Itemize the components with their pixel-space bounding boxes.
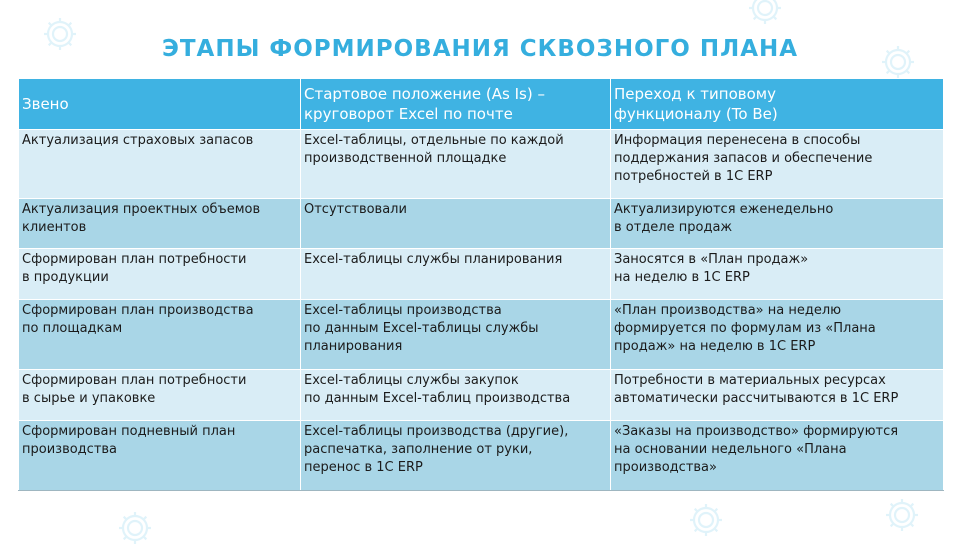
cell-link: Актуализация страховых запасов — [19, 130, 301, 199]
table-row — [19, 421, 944, 491]
cell-link: Сформирован план производства по площадкам — [19, 300, 301, 370]
cell-to-be: Информация перенесена в способы поддержания запасов и обеспечение потребностей в 1С ERP — [611, 130, 944, 199]
table-row — [19, 370, 944, 421]
cell-link: Сформирован план потребности в продукции — [19, 249, 301, 300]
gear-icon — [686, 500, 726, 540]
cell-to-be: Заносятся в «План продаж» на неделю в 1С ERP — [611, 249, 944, 300]
cell-as-is: Excel-таблицы, отдельные по каждой производственной площадке — [301, 130, 611, 199]
cell-to-be: «Заказы на производство» формируются на основании недельного «Плана производства» — [611, 421, 944, 491]
cell-as-is: Excel-таблицы службы закупок по данным Excel-таблиц производства — [301, 370, 611, 421]
table-header-row — [19, 79, 944, 130]
gear-icon — [115, 508, 155, 548]
gear-icon — [882, 495, 922, 535]
cell-link: Сформирован план потребности в сырье и упаковке — [19, 370, 301, 421]
cell-link: Актуализация проектных объемов клиентов — [19, 199, 301, 249]
cell-as-is: Excel-таблицы службы планирования — [301, 249, 611, 300]
stages-table — [18, 78, 944, 491]
header-as-is: Стартовое положение (As Is) – круговорот Excel по почте — [301, 79, 611, 130]
cell-as-is: Отсутствовали — [301, 199, 611, 249]
header-link: Звено — [19, 79, 301, 130]
header-to-be: Переход к типовому функционалу (To Be) — [611, 79, 944, 130]
table-row — [19, 199, 944, 249]
cell-to-be: «План производства» на неделю формируется по формулам из «Плана продаж» на неделю в 1С ERP — [611, 300, 944, 370]
cell-to-be: Актуализируются еженедельно в отделе продаж — [611, 199, 944, 249]
cell-to-be: Потребности в материальных ресурсах автоматически рассчитываются в 1С ERP — [611, 370, 944, 421]
table-row — [19, 300, 944, 370]
cell-link: Сформирован подневный план производства — [19, 421, 301, 491]
gear-icon — [745, 0, 785, 28]
cell-as-is: Excel-таблицы производства (другие), распечатка, заполнение от руки, перенос в 1С ERP — [301, 421, 611, 491]
table-row — [19, 249, 944, 300]
cell-as-is: Excel-таблицы производства по данным Excel-таблицы службы планирования — [301, 300, 611, 370]
page-title: ЭТАПЫ ФОРМИРОВАНИЯ СКВОЗНОГО ПЛАНА — [161, 36, 799, 62]
table-row — [19, 130, 944, 199]
